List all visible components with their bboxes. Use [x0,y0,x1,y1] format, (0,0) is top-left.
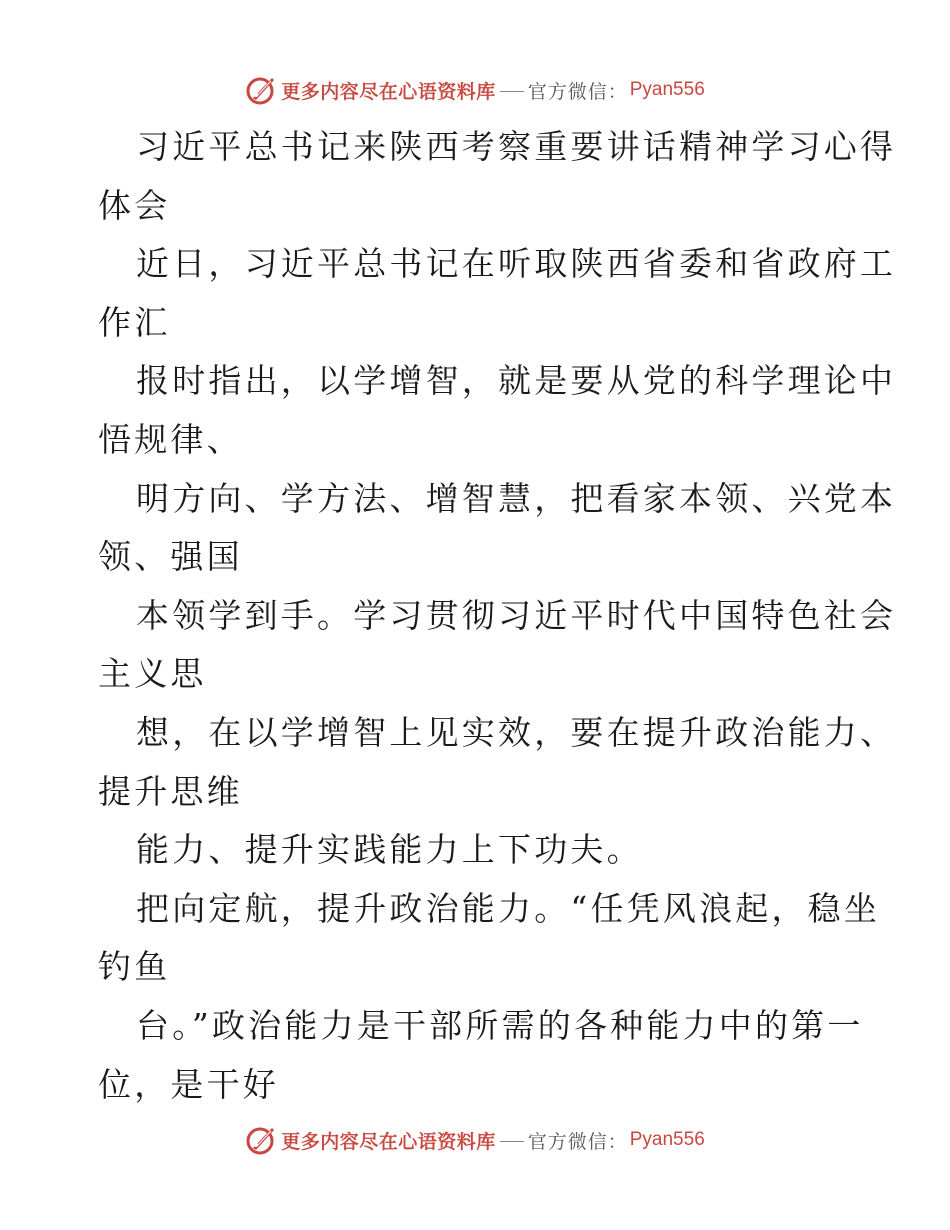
wechat-label: 官方微信： [527,1130,628,1153]
site-name: 更多内容尽在心语资料库 [281,80,496,103]
wechat-handle: Pyan556 [629,1129,705,1150]
text-line: 把向定航，提升政治能力。“任凭风浪起，稳坐 [136,888,881,928]
quill-pen-icon [245,1124,277,1156]
text-line: 作汇 [98,302,171,342]
text-line: 提升思维 [98,771,243,811]
text-line: 明方向、学方法、增智慧，把看家本领、兴党本 [136,478,897,518]
text-line: 能力、提升实践能力上下功夫。 [136,830,643,870]
header-banner [0,70,950,110]
text-line: 主义思 [98,654,207,694]
text-line: 想，在以学增智上见实效，要在提升政治能力、 [136,712,897,752]
document-body [98,118,897,1114]
wechat-handle: Pyan556 [629,79,705,100]
text-line: 钓鱼 [98,947,171,987]
text-line: 习近平总书记来陕西考察重要讲话精神学习心得 [136,127,897,166]
separator-dash [500,91,524,92]
text-line: 悟规律、 [98,419,243,459]
text-line: 领、强国 [98,537,243,577]
text-line: 报时指出，以学增智，就是要从党的科学理论中 [136,361,897,401]
text-line: 台。”政治能力是干部所需的各种能力中的第一 [136,1005,864,1045]
text-line: 本领学到手。学习贯彻习近平时代中国特色社会 [136,595,897,635]
site-name: 更多内容尽在心语资料库 [281,1130,496,1153]
footer-banner [0,1120,950,1160]
text-line: 近日，习近平总书记在听取陕西省委和省政府工 [136,244,897,284]
text-line: 体会 [98,185,171,225]
quill-pen-icon [245,74,277,106]
text-line: 位，是干好 [98,1064,279,1104]
separator-dash [500,1141,524,1142]
wechat-label: 官方微信： [527,80,628,103]
